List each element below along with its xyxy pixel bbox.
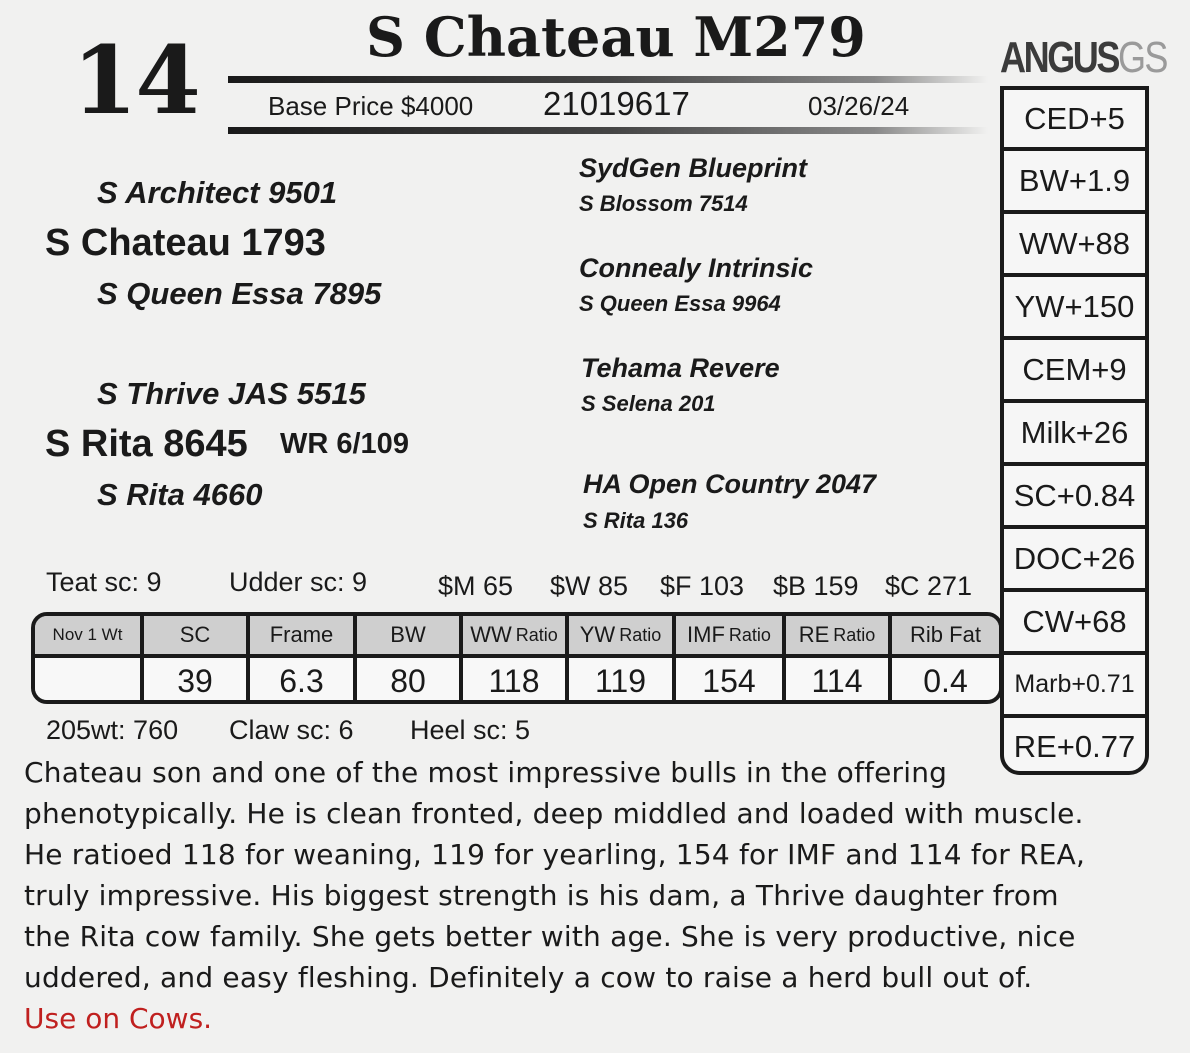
performance-table (31, 612, 1003, 704)
epd-bw: BW+1.9 (1004, 151, 1145, 214)
epd-re: RE+0.77 (1013, 728, 1136, 764)
pedigree-dam: S Rita 8645 (45, 423, 248, 465)
header-frame (250, 616, 357, 654)
header-sublabel: Ratio (515, 624, 558, 645)
udder-score: Udder sc: 9 (229, 567, 368, 597)
value-yw-ratio: 119 (569, 654, 676, 704)
comment-line: the Rita cow family. She gets better with age. She is very productive, nice (24, 920, 1076, 953)
pedigree-dd-sire: HA Open Country 2047 (583, 469, 877, 499)
header-sublabel: Ratio (833, 624, 876, 645)
header-ww-ratio (463, 616, 569, 654)
header-label: Frame (269, 622, 334, 647)
comment-line: He ratioed 118 for weaning, 119 for yearling, 154 for IMF and 114 for REA, (24, 838, 1086, 871)
pedigree-ds-dam: S Selena 201 (581, 391, 716, 416)
header-sublabel: Ratio (619, 624, 662, 645)
pedigree-sire: S Chateau 1793 (45, 222, 326, 264)
header-label: SC (179, 622, 211, 647)
pedigree-dd-dam: S Rita 136 (583, 508, 689, 533)
header-label: Rib Fat (910, 622, 981, 647)
header-rule-top (228, 76, 988, 83)
index-f: $F 103 (660, 571, 745, 601)
pedigree-sd-dam: S Queen Essa 9964 (579, 291, 781, 316)
angus-logo-text: ANGUS (1000, 33, 1119, 82)
comment-line: truly impressive. His biggest strength is his dam, a Thrive daughter from (24, 879, 1059, 912)
value-nov1-wt (35, 654, 144, 704)
dam-weaning-ratio: WR 6/109 (280, 428, 409, 460)
use-note: Use on Cows. (24, 1002, 213, 1035)
weight-205: 205wt: 760 (46, 715, 179, 745)
header-sublabel: Ratio (728, 624, 771, 645)
epd-milk: Milk+26 (1004, 403, 1145, 466)
epd-cw: CW+68 (1004, 592, 1145, 655)
teat-score: Teat sc: 9 (46, 567, 162, 597)
index-b: $B 159 (773, 571, 859, 601)
pedigree-ds-sire: Tehama Revere (581, 353, 780, 383)
value-bw: 80 (357, 654, 463, 704)
epd-doc: DOC+26 (1004, 529, 1145, 592)
epd-yw: YW+150 (1004, 277, 1145, 340)
pedigree-dam-dam: S Rita 4660 (97, 477, 263, 512)
index-c: $C 271 (885, 571, 973, 601)
lot-number: 14 (72, 26, 199, 136)
pedigree-dam-sire: S Thrive JAS 5515 (97, 376, 366, 411)
birth-date: 03/26/24 (808, 91, 910, 121)
value-sc: 39 (144, 654, 250, 704)
header-label: RE (798, 622, 830, 647)
header-re-ratio (786, 616, 892, 654)
epd-ced: CED+5 (1004, 90, 1145, 151)
pedigree-sire-dam: S Queen Essa 7895 (97, 276, 382, 311)
pedigree-ss-dam: S Blossom 7514 (579, 191, 748, 216)
value-imf-ratio: 154 (676, 654, 786, 704)
epd-column (1000, 86, 1149, 775)
heel-score: Heel sc: 5 (410, 715, 531, 745)
header-rib-fat (892, 616, 999, 654)
value-re-ratio: 114 (786, 654, 892, 704)
comment-line: uddered, and easy fleshing. Definitely a cow to raise a herd bull out of. (24, 961, 1033, 994)
angus-logo-suffix: GS (1118, 33, 1167, 82)
claw-score: Claw sc: 6 (229, 715, 354, 745)
angus-gs-logo (1000, 33, 1167, 82)
header-nov1-wt (35, 616, 144, 654)
comment-line: Chateau son and one of the most impressive bulls in the offering (24, 756, 948, 789)
index-m: $M 65 (438, 571, 514, 601)
epd-marb: Marb+0.71 (1004, 655, 1145, 718)
header-imf-ratio (676, 616, 786, 654)
epd-cem: CEM+9 (1004, 340, 1145, 403)
header-sc (144, 616, 250, 654)
index-w: $W 85 (550, 571, 629, 601)
pedigree-sd-sire: Connealy Intrinsic (579, 253, 814, 283)
header-label: Nov 1 Wt (52, 625, 123, 644)
header-label: IMF (687, 622, 725, 647)
header-yw-ratio (569, 616, 676, 654)
epd-ww: WW+88 (1004, 214, 1145, 277)
header-rule-bottom (228, 127, 988, 134)
header-label: BW (390, 622, 426, 647)
base-price: Base Price $4000 (268, 91, 474, 121)
value-frame: 6.3 (250, 654, 357, 704)
registration-number: 21019617 (543, 85, 690, 122)
header-label: WW (470, 622, 512, 647)
lot-comments (24, 752, 1174, 998)
epd-sc: SC+0.84 (1004, 466, 1145, 529)
pedigree-ss-sire: SydGen Blueprint (579, 153, 808, 183)
animal-name: S Chateau M279 (366, 5, 866, 69)
value-rib-fat: 0.4 (892, 654, 999, 704)
value-ww-ratio: 118 (463, 654, 569, 704)
comment-line: phenotypically. He is clean fronted, deep middled and loaded with muscle. (24, 797, 1084, 830)
pedigree-sire-sire: S Architect 9501 (97, 175, 338, 210)
header-bw (357, 616, 463, 654)
header-label: YW (579, 622, 616, 647)
